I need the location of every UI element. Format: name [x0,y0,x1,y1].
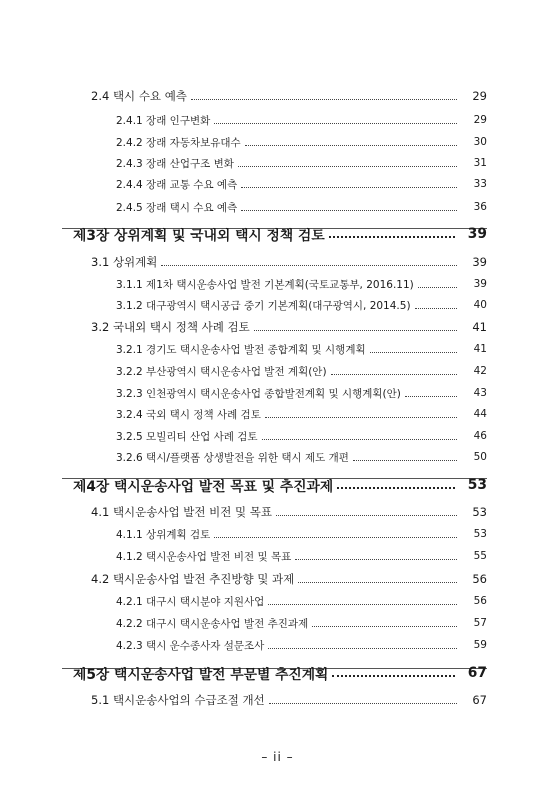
dot-leader [262,439,458,440]
entry-title: 3.2.2 부산광역시 택시운송사업 발전 계획(안) [116,365,327,378]
dot-leader [245,145,457,146]
entry-title: 4.2.3 택시 운수종사자 설문조사 [116,639,265,652]
page-number: – ii – [261,750,294,764]
entry-title: 4.1 택시운송사업 발전 비전 및 목표 [91,505,272,519]
entry-title: 4.2.2 대구시 택시운송사업 발전 추진과제 [116,617,309,630]
entry-page-number: 40 [473,299,487,311]
entry-title: 제5장 택시운송사업 발전 부문별 추진계획 [73,667,329,683]
subsection-entry[interactable] [116,403,487,425]
section-entry[interactable] [91,568,487,590]
dot-leader [214,123,457,124]
dot-leader [276,515,457,516]
entry-title: 2.4.3 장래 산업구조 변화 [116,157,234,170]
entry-title: 4.1.1 상위계획 검토 [116,528,211,541]
dot-leader [337,487,455,489]
subsection-entry[interactable] [116,425,487,447]
entry-page-number: 41 [472,320,487,334]
dot-leader [298,582,457,583]
dot-leader [331,374,457,375]
dot-leader [269,703,457,704]
dot-leader [254,330,457,331]
dot-leader [353,460,457,461]
entry-page-number: 53 [473,528,487,540]
entry-title: 3.1.1 제1차 택시운송사업 발전 기본계획(국토교통부, 2016.11) [116,278,414,291]
entry-title: 3.2.4 국외 택시 정책 사례 검토 [116,408,261,421]
entry-page-number: 42 [473,365,487,377]
chapter-entry[interactable] [73,474,487,496]
subsection-entry[interactable] [116,294,487,316]
section-entry[interactable] [91,85,487,107]
entry-page-number: 56 [472,572,487,586]
dot-leader [405,396,457,397]
subsection-entry[interactable] [116,152,487,174]
entry-title: 3.1 상위계획 [91,255,158,269]
dot-leader [241,187,457,188]
entry-page-number: 67 [472,693,487,707]
entry-page-number: 53 [472,505,487,519]
dot-leader [268,648,457,649]
section-entry[interactable] [91,501,487,523]
subsection-entry[interactable] [116,590,487,612]
entry-page-number: 30 [473,136,487,148]
entry-title: 3.2.1 경기도 택시운송사업 발전 종합계획 및 시행계획 [116,343,366,356]
entry-page-number: 46 [473,430,487,442]
entry-title: 3.2.3 인천광역시 택시운송사업 종합발전계획 및 시행계획(안) [116,387,401,400]
dot-leader [161,265,457,266]
entry-title: 제4장 택시운송사업 발전 목표 및 추진과제 [73,479,334,495]
entry-page-number: 33 [473,178,487,190]
dot-leader [370,352,457,353]
entry-page-number: 39 [473,278,487,290]
entry-title: 4.1.2 택시운송사업 발전 비전 및 목표 [116,550,292,563]
subsection-entry[interactable] [116,173,487,195]
entry-title: 3.2.5 모빌리티 산업 사례 검토 [116,430,258,443]
subsection-entry[interactable] [116,109,487,131]
subsection-entry[interactable] [116,360,487,382]
entry-page-number: 53 [467,477,487,493]
subsection-entry[interactable] [116,273,487,295]
dot-leader [214,537,457,538]
entry-title: 3.2 국내외 택시 정책 사례 검토 [91,320,250,334]
entry-title: 4.2.1 대구시 택시분야 지원사업 [116,595,265,608]
entry-page-number: 50 [473,451,487,463]
section-entry[interactable] [91,689,487,711]
entry-page-number: 39 [467,226,487,242]
entry-page-number: 39 [472,255,487,269]
entry-page-number: 31 [473,157,487,169]
entry-page-number: 29 [472,89,487,103]
subsection-entry[interactable] [116,338,487,360]
dot-leader [295,559,457,560]
section-entry[interactable] [91,316,487,338]
subsection-entry[interactable] [116,523,487,545]
chapter-entry[interactable] [73,223,487,245]
entry-title: 2.4.1 장래 인구변화 [116,114,211,127]
entry-title: 4.2 택시운송사업 발전 추진방향 및 과제 [91,572,295,586]
entry-page-number: 44 [473,408,487,420]
entry-page-number: 56 [473,595,487,607]
dot-leader [332,675,455,677]
entry-page-number: 59 [473,639,487,651]
subsection-entry[interactable] [116,131,487,153]
dot-leader [312,626,457,627]
entry-page-number: 67 [467,665,487,681]
subsection-entry[interactable] [116,612,487,634]
dot-leader [329,236,455,238]
dot-leader [268,604,457,605]
subsection-entry[interactable] [116,196,487,218]
entry-page-number: 55 [473,550,487,562]
section-entry[interactable] [91,251,487,273]
entry-title: 2.4.4 장래 교통 수요 예측 [116,178,238,191]
entry-title: 5.1 택시운송사업의 수급조절 개선 [91,693,265,707]
entry-title: 제3장 상위계획 및 국내외 택시 정책 검토 [73,228,325,244]
entry-title: 3.1.2 대구광역시 택시공급 중기 기본계획(대구광역시, 2014.5) [116,299,411,312]
dot-leader [265,417,457,418]
subsection-entry[interactable] [116,446,487,468]
entry-title: 2.4.5 장래 택시 수요 예측 [116,201,238,214]
dot-leader [238,166,457,167]
dot-leader [191,99,457,100]
entry-title: 2.4 택시 수요 예측 [91,89,187,103]
subsection-entry[interactable] [116,382,487,404]
entry-page-number: 29 [473,114,487,126]
entry-page-number: 43 [473,387,487,399]
subsection-entry[interactable] [116,634,487,656]
dot-leader [415,308,457,309]
entry-page-number: 36 [473,201,487,213]
entry-page-number: 57 [473,617,487,629]
entry-title: 2.4.2 장래 자동차보유대수 [116,136,241,149]
entry-page-number: 41 [473,343,487,355]
entry-title: 3.2.6 택시/플랫폼 상생발전을 위한 택시 제도 개편 [116,451,349,464]
chapter-entry[interactable] [73,662,487,684]
dot-leader [418,287,457,288]
dot-leader [241,210,457,211]
subsection-entry[interactable] [116,545,487,567]
